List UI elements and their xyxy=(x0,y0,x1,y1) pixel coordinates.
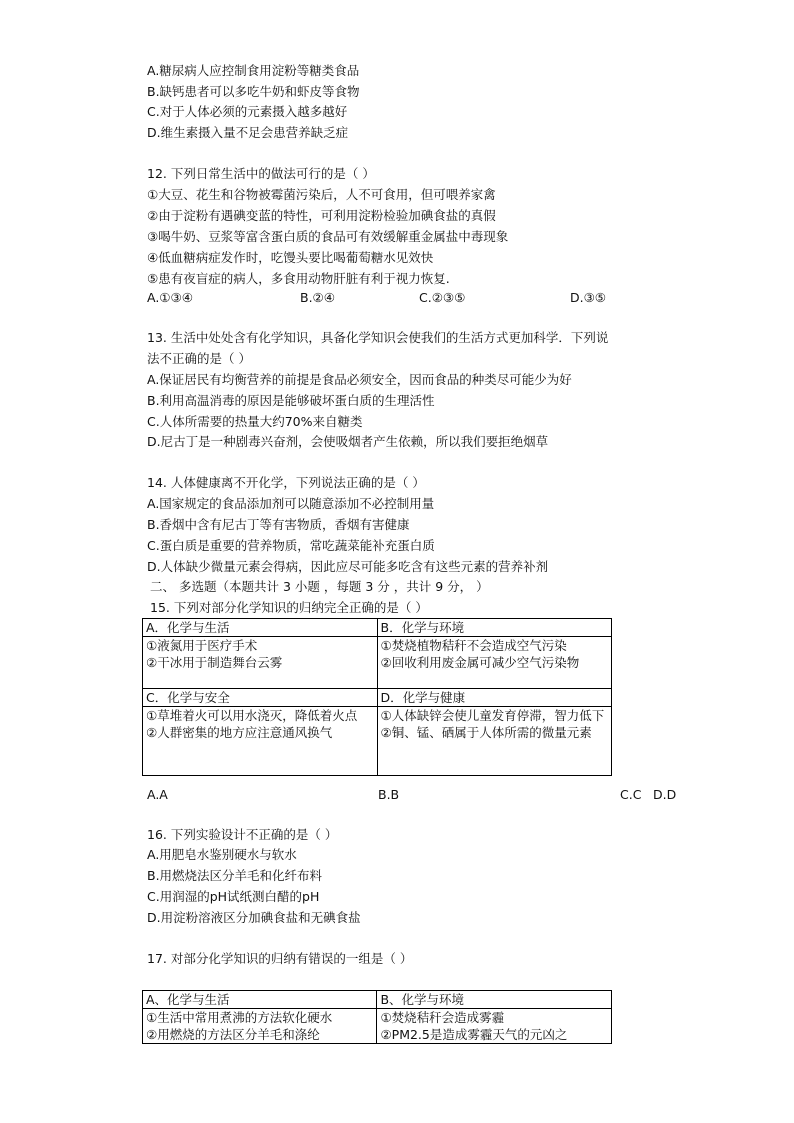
q14-option-b: B.香烟中含有尼古丁等有害物质，香烟有害健康 xyxy=(147,517,410,532)
table-row xyxy=(143,1009,612,1044)
q12-options xyxy=(147,289,667,306)
q12-option-a: A.①③④ xyxy=(147,290,193,305)
q14-stem: 14. 人体健康离不开化学，下列说法正确的是（ ） xyxy=(147,475,425,490)
q15-options xyxy=(147,786,677,803)
q17-stem: 17. 对部分化学知识的归纳有错误的一组是（ ） xyxy=(147,951,413,966)
q16-option-b: B.用燃烧法区分羊毛和化纤布料 xyxy=(147,868,323,883)
q17-cell-a-title: A、化学与生活 xyxy=(143,991,377,1009)
q12-stem: 12. 下列日常生活中的做法可行的是（ ） xyxy=(147,166,375,181)
q15-cell-b-content: ①焚烧植物秸秆不会造成空气污染 ②回收利用废金属可减少空气污染物 xyxy=(377,637,612,689)
q17-cell-b-content: ①焚烧秸秆会造成雾霾 ②PM2.5是造成雾霾天气的元凶之 xyxy=(377,1009,612,1044)
q15-cell-b-title: B．化学与环境 xyxy=(377,619,612,637)
q14-option-a: A.国家规定的食品添加剂可以随意添加不必控制用量 xyxy=(147,496,435,511)
table-row xyxy=(143,637,612,689)
q13-option-b: B.利用高温消毒的原因是能够破坏蛋白质的生理活性 xyxy=(147,393,435,408)
table-row xyxy=(143,707,612,776)
q16-option-c: C.用润湿的pH试纸测白醋的pH xyxy=(147,889,320,904)
q12-item-4: ④低血糖病症发作时，吃馒头要比喝葡萄糖水见效快 xyxy=(147,250,434,265)
q15-cell-d-title: D．化学与健康 xyxy=(377,689,612,707)
q17-cell-b-title: B、化学与环境 xyxy=(377,991,612,1009)
q11-option-d: D.维生素摄入量不足会患营养缺乏症 xyxy=(147,125,349,140)
q11-option-a: A.糖尿病人应控制食用淀粉等糖类食品 xyxy=(147,63,360,78)
q12-option-c: C.②③⑤ xyxy=(419,290,466,305)
q12-item-1: ①大豆、花生和谷物被霉菌污染后，人不可食用，但可喂养家禽 xyxy=(147,187,496,202)
q12-option-b: B.②④ xyxy=(300,290,335,305)
section-heading: 二、 多选题（本题共计 3 小题 ，每题 3 分 ，共计 9 分， ） xyxy=(150,579,489,594)
q15-cell-a-title: A．化学与生活 xyxy=(143,619,378,637)
q17-knowledge-table xyxy=(142,990,612,1044)
q16-option-a: A.用肥皂水鉴别硬水与软水 xyxy=(147,847,297,862)
q15-knowledge-table xyxy=(142,618,612,776)
q16-stem: 16. 下列实验设计不正确的是（ ） xyxy=(147,827,338,842)
q12-option-d: D.③⑤ xyxy=(570,290,607,305)
q15-cell-d-content: ①人体缺锌会使儿童发育停滞，智力低下 ②铜、锰、硒属于人体所需的微量元素 xyxy=(377,707,612,776)
q14-option-c: C.蛋白质是重要的营养物质，常吃蔬菜能补充蛋白质 xyxy=(147,538,435,553)
q13-stem-line2: 法不正确的是（ ） xyxy=(147,351,251,366)
q12-item-5: ⑤患有夜盲症的病人，多食用动物肝脏有利于视力恢复. xyxy=(147,271,450,286)
q15-option-a: A.A xyxy=(147,787,168,802)
q13-option-d: D.尼古丁是一种剧毒兴奋剂，会使吸烟者产生依赖，所以我们要拒绝烟草 xyxy=(147,434,549,449)
q12-item-2: ②由于淀粉有遇碘变蓝的特性，可利用淀粉检验加碘食盐的真假 xyxy=(147,208,496,223)
q15-cell-a-content: ①液氮用于医疗手术 ②干冰用于制造舞台云雾 xyxy=(143,637,378,689)
q16-option-d: D.用淀粉溶液区分加碘食盐和无碘食盐 xyxy=(147,910,361,925)
q11-option-c: C.对于人体必须的元素摄入越多越好 xyxy=(147,104,348,119)
q11-option-b: B.缺钙患者可以多吃牛奶和虾皮等食物 xyxy=(147,84,360,99)
q15-option-b: B.B xyxy=(378,787,400,802)
q13-option-c: C.人体所需要的热量大约70%来自糖类 xyxy=(147,414,363,429)
table-row xyxy=(143,689,612,707)
q15-stem: 15. 下列对部分化学知识的归纳完全正确的是（ ） xyxy=(150,600,428,615)
table-row xyxy=(143,619,612,637)
q15-option-d: D.D xyxy=(653,787,677,802)
q13-stem-line1: 13. 生活中处处含有化学知识，具备化学知识会使我们的生活方式更加科学．下列说 xyxy=(147,330,609,345)
q15-option-c: C.C xyxy=(620,787,642,802)
table-row xyxy=(143,991,612,1009)
q12-item-3: ③喝牛奶、豆浆等富含蛋白质的食品可有效缓解重金属盐中毒现象 xyxy=(147,229,509,244)
q15-cell-c-content: ①草堆着火可以用水浇灭，降低着火点 ②人群密集的地方应注意通风换气 xyxy=(143,707,378,776)
q13-option-a: A.保证居民有均衡营养的前提是食品必须安全，因而食品的种类尽可能少为好 xyxy=(147,372,572,387)
q17-cell-a-content: ①生活中常用煮沸的方法软化硬水 ②用燃烧的方法区分羊毛和涤纶 xyxy=(143,1009,377,1044)
q14-option-d: D.人体缺少微量元素会得病，因此应尽可能多吃含有这些元素的营养补剂 xyxy=(147,559,549,574)
q15-cell-c-title: C．化学与安全 xyxy=(143,689,378,707)
